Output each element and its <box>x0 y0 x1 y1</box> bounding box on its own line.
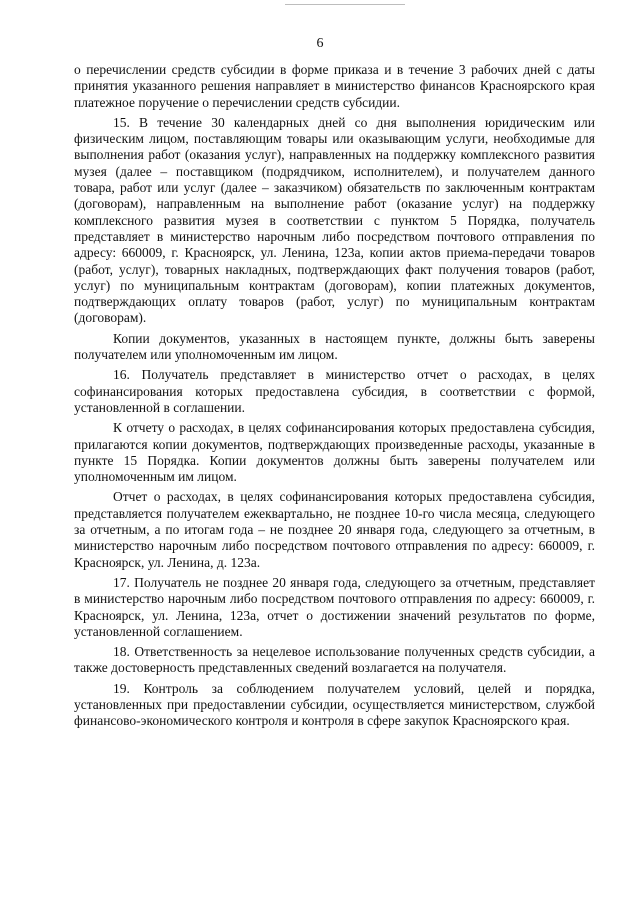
paragraph-report-schedule: Отчет о расходах, в целях софинансирования которых предоставлена субсидия, представляется получателем ежеквартально, не позднее 10-го числа месяца, следующего за отчетным, а по итогам года – не позднее 20 января года, следующего за отчетным, в министерство нарочным либо посредством почтового отправления по адресу: 660009, г. Красноярск, ул. Ленина, д. 123а. <box>74 489 595 570</box>
paragraph-continuation: о перечислении средств субсидии в форме приказа и в течение 3 рабочих дней с даты принятия указанного решения направляет в министерство финансов Красноярского края платежное поручение о перечислении средств субсидии. <box>74 62 595 110</box>
paragraph-item-18: 18. Ответственность за нецелевое использование полученных средств субсидии, а также достоверность представленных сведений возлагается на получателя. <box>74 644 595 676</box>
paragraph-copies-certification: Копии документов, указанных в настоящем пункте, должны быть заверены получателем или уполномоченным им лицом. <box>74 330 595 363</box>
document-body <box>74 62 595 734</box>
scan-artifact-line <box>285 4 405 5</box>
paragraph-item-19: 19. Контроль за соблюдением получателем условий, целей и порядка, установленных при предоставлении субсидии, осуществляется министерством, службой финансово-экономического контроля и контроля в сфере закупок Красноярского края. <box>74 680 595 729</box>
paragraph-report-attachments: К отчету о расходах, в целях софинансирования которых предоставлена субсидия, прилагаются копии документов, подтверждающих произведенные расходы, указанные в пункте 15 Порядка. Копии документов должны быть заверены получателем или уполномоченным им лицом. <box>74 420 595 485</box>
paragraph-item-17: 17. Получатель не позднее 20 января года, следующего за отчетным, представляет в министерство нарочным либо посредством почтового отправления по адресу: 660009, г. Красноярск, ул. Ленина, 123а, отчет о достижении значений результатов по форме, установленной соглашением. <box>74 574 595 639</box>
paragraph-item-15: 15. В течение 30 календарных дней со дня выполнения юридическим или физическим лицом, поставляющим товары или оказывающим услуги, необходимые для выполнения работ (оказания услуг), направленных на поддержку комплексного развития музея (далее – поставщиком (подрядчиком, исполнителем), и получателем данного товара, работ или услуг (далее – заказчиком) обязательств по заключенным контрактам (договорам), направленным на выполнение работ (оказание услуг) на поддержку комплексного развития музея в соответствии с пунктом 5 Порядка, получатель представляет в министерство нарочным либо посредством почтового отправления по адресу: 660009, г. Красноярск, ул. Ленина, 123а, копии актов приема-передачи товаров (работ, услуг), товарных накладных, подтверждающих факт получения товаров (работ, услуг) по муниципальным контрактам (договорам), копии платежных документов, подтверждающих оплату товаров (работ, услуг) по муниципальным контрактам (договорам). <box>74 114 595 326</box>
paragraph-item-16: 16. Получатель представляет в министерство отчет о расходах, в целях софинансирования которых предоставлена субсидия, в соответствии с формой, установленной в соглашении. <box>74 367 595 415</box>
page-number: 6 <box>316 36 324 51</box>
